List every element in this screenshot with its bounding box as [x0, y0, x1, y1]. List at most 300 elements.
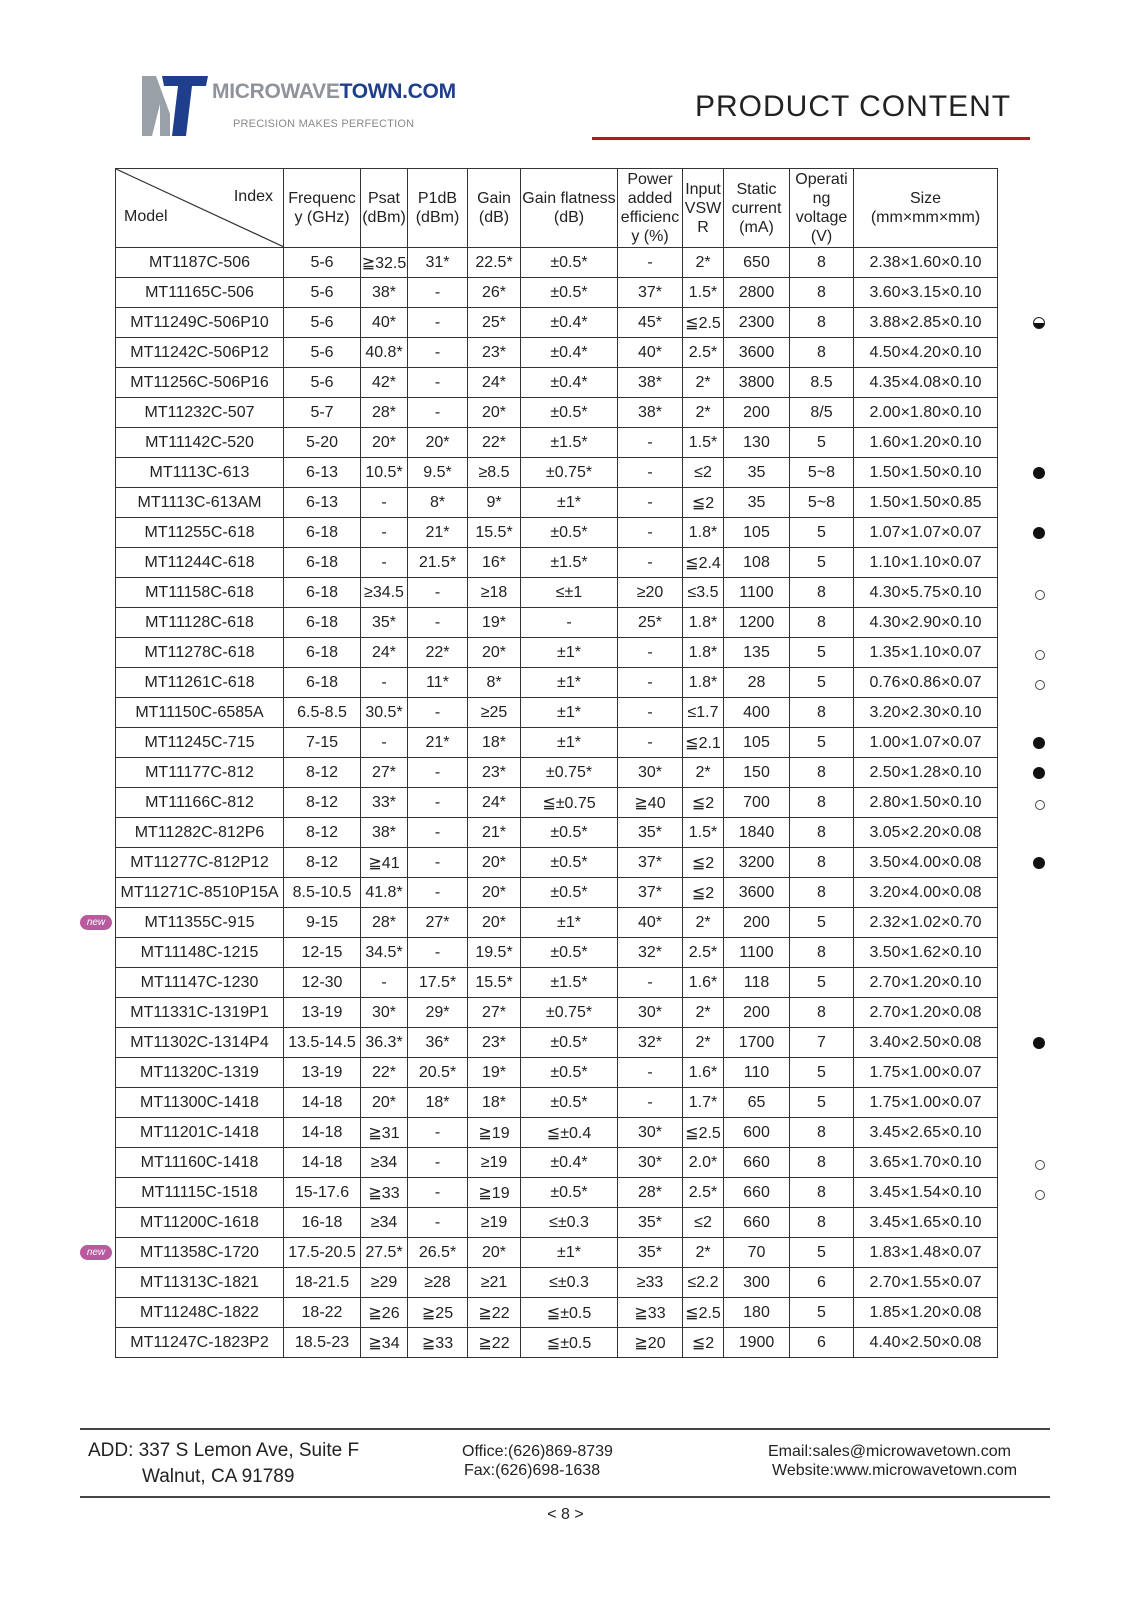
table-cell: ±0.5*: [521, 248, 618, 278]
table-cell: ≦2: [683, 488, 724, 518]
model-cell: MT11177C-812: [116, 758, 284, 788]
column-header: Psat (dBm): [361, 169, 408, 248]
email-link[interactable]: Email:sales@microwavetown.com: [768, 1443, 1011, 1460]
table-cell: 18.5-23: [284, 1328, 361, 1358]
table-cell: 5: [790, 428, 854, 458]
table-cell: 8/5: [790, 398, 854, 428]
table-cell: ≤2: [683, 458, 724, 488]
filled-dot-icon: [1033, 467, 1045, 479]
table-cell: 65: [724, 1088, 790, 1118]
table-cell: 26.5*: [408, 1238, 468, 1268]
model-cell: MT11271C-8510P15A: [116, 878, 284, 908]
model-cell: MT11158C-618: [116, 578, 284, 608]
table-cell: ±0.5*: [521, 1088, 618, 1118]
corner-header-cell: [116, 169, 284, 248]
table-row: [116, 758, 998, 788]
table-cell: 6-18: [284, 548, 361, 578]
table-cell: -: [408, 1148, 468, 1178]
model-cell: MT11200C-1618: [116, 1208, 284, 1238]
table-cell: 150: [724, 758, 790, 788]
office-phone: Office:(626)869-8739: [462, 1443, 613, 1460]
open-dot-icon: [1035, 800, 1045, 810]
table-row: [116, 368, 998, 398]
table-cell: 9.5*: [408, 458, 468, 488]
column-header: Input VSW R: [683, 169, 724, 248]
table-cell: 6-18: [284, 608, 361, 638]
table-cell: ±0.75*: [521, 458, 618, 488]
table-cell: 19*: [468, 608, 521, 638]
table-cell: 8-12: [284, 848, 361, 878]
table-row: [116, 878, 998, 908]
table-cell: 9-15: [284, 908, 361, 938]
table-cell: 130: [724, 428, 790, 458]
brand-name-part2: TOWN.COM: [339, 80, 456, 103]
model-cell: MT11115C-1518: [116, 1178, 284, 1208]
table-cell: 1.5*: [683, 428, 724, 458]
table-cell: 17.5*: [408, 968, 468, 998]
table-cell: ≧33: [408, 1328, 468, 1358]
table-cell: 200: [724, 998, 790, 1028]
table-cell: 33*: [361, 788, 408, 818]
table-cell: ≦±0.5: [521, 1298, 618, 1328]
table-cell: 38*: [361, 818, 408, 848]
table-cell: 8: [790, 938, 854, 968]
table-cell: -: [408, 878, 468, 908]
table-row: [116, 848, 998, 878]
table-cell: ≦2.4: [683, 548, 724, 578]
table-cell: 34.5*: [361, 938, 408, 968]
table-cell: 3.88×2.85×0.10: [854, 308, 998, 338]
table-cell: 6-18: [284, 578, 361, 608]
table-cell: ≧34: [361, 1328, 408, 1358]
model-cell: MT11278C-618: [116, 638, 284, 668]
footer-phone: [462, 1442, 613, 1480]
table-cell: -: [618, 428, 683, 458]
table-cell: 18*: [408, 1088, 468, 1118]
table-cell: 22*: [408, 638, 468, 668]
table-cell: 23*: [468, 1028, 521, 1058]
table-cell: ±0.5*: [521, 848, 618, 878]
table-cell: 4.50×4.20×0.10: [854, 338, 998, 368]
table-cell: ≤±0.3: [521, 1208, 618, 1238]
table-cell: -: [618, 698, 683, 728]
table-cell: 2.50×1.28×0.10: [854, 758, 998, 788]
table-cell: 35*: [618, 818, 683, 848]
column-header: Size (mm×mm×mm): [854, 169, 998, 248]
table-cell: 20*: [361, 428, 408, 458]
table-cell: 20*: [468, 398, 521, 428]
table-cell: 20*: [468, 638, 521, 668]
model-cell: MT11142C-520: [116, 428, 284, 458]
table-cell: 37*: [618, 878, 683, 908]
table-row: [116, 338, 998, 368]
table-cell: -: [618, 488, 683, 518]
table-cell: 1.75×1.00×0.07: [854, 1088, 998, 1118]
table-cell: 2*: [683, 998, 724, 1028]
model-cell: MT11248C-1822: [116, 1298, 284, 1328]
table-cell: 3.20×2.30×0.10: [854, 698, 998, 728]
model-cell: MT11148C-1215: [116, 938, 284, 968]
table-cell: -: [408, 698, 468, 728]
table-cell: 8: [790, 698, 854, 728]
table-cell: ±0.5*: [521, 818, 618, 848]
table-cell: 8: [790, 878, 854, 908]
table-cell: 200: [724, 908, 790, 938]
model-cell: MT11320C-1319: [116, 1058, 284, 1088]
mt-logo-icon: [140, 74, 210, 136]
table-cell: ≥29: [361, 1268, 408, 1298]
table-cell: 108: [724, 548, 790, 578]
filled-dot-icon: [1033, 737, 1045, 749]
table-cell: 5-7: [284, 398, 361, 428]
column-header: Frequenc y (GHz): [284, 169, 361, 248]
open-dot-icon: [1035, 650, 1045, 660]
table-cell: ±1.5*: [521, 968, 618, 998]
new-badge-icon: new: [80, 915, 112, 930]
table-row: [116, 1178, 998, 1208]
table-cell: -: [408, 308, 468, 338]
table-cell: 27*: [361, 758, 408, 788]
table-cell: 6-13: [284, 488, 361, 518]
brand-name-part1: MICROWAVE: [212, 80, 340, 103]
table-cell: ±0.4*: [521, 308, 618, 338]
table-row: [116, 638, 998, 668]
table-row: [116, 548, 998, 578]
page-title: PRODUCT CONTENT: [695, 90, 1012, 123]
table-row: [116, 608, 998, 638]
table-cell: 3.20×4.00×0.08: [854, 878, 998, 908]
table-cell: 5-6: [284, 248, 361, 278]
table-cell: ≥21: [468, 1268, 521, 1298]
table-cell: 8-12: [284, 788, 361, 818]
table-cell: 21.5*: [408, 548, 468, 578]
table-cell: 20*: [361, 1088, 408, 1118]
table-cell: ≧22: [468, 1328, 521, 1358]
table-cell: 35: [724, 458, 790, 488]
model-cell: MT11255C-618: [116, 518, 284, 548]
table-cell: 21*: [408, 518, 468, 548]
table-cell: 1.8*: [683, 638, 724, 668]
table-cell: 3600: [724, 878, 790, 908]
model-cell: MT11277C-812P12: [116, 848, 284, 878]
table-cell: 40*: [618, 338, 683, 368]
table-cell: 6-18: [284, 638, 361, 668]
model-cell: MT1113C-613AM: [116, 488, 284, 518]
brand-name: [212, 80, 456, 104]
table-cell: ≧41: [361, 848, 408, 878]
table-cell: -: [361, 548, 408, 578]
table-row: [116, 1148, 998, 1178]
table-cell: ≧26: [361, 1298, 408, 1328]
footer-address: [88, 1438, 359, 1490]
table-row: [116, 998, 998, 1028]
table-cell: -: [408, 578, 468, 608]
table-cell: -: [618, 458, 683, 488]
table-cell: ±0.5*: [521, 938, 618, 968]
table-header-row: [116, 169, 998, 248]
table-cell: 22.5*: [468, 248, 521, 278]
table-cell: 40.8*: [361, 338, 408, 368]
table-row: [116, 398, 998, 428]
table-cell: 23*: [468, 338, 521, 368]
table-cell: 35*: [618, 1238, 683, 1268]
table-cell: -: [618, 548, 683, 578]
table-cell: 8: [790, 578, 854, 608]
table-row: [116, 428, 998, 458]
table-cell: ≦2: [683, 1328, 724, 1358]
table-cell: 14-18: [284, 1148, 361, 1178]
table-cell: 25*: [468, 308, 521, 338]
table-cell: 5: [790, 638, 854, 668]
table-cell: 2.38×1.60×0.10: [854, 248, 998, 278]
table-cell: ≦±0.4: [521, 1118, 618, 1148]
page-number: < 8 >: [547, 1506, 584, 1523]
table-cell: ≤±1: [521, 578, 618, 608]
column-header: Static current (mA): [724, 169, 790, 248]
model-cell: MT11201C-1418: [116, 1118, 284, 1148]
model-cell: MT11249C-506P10: [116, 308, 284, 338]
table-cell: ±1*: [521, 1238, 618, 1268]
table-cell: 5: [790, 548, 854, 578]
table-cell: 2.80×1.50×0.10: [854, 788, 998, 818]
table-cell: 5: [790, 1088, 854, 1118]
table-cell: 1.10×1.10×0.07: [854, 548, 998, 578]
table-cell: 1.85×1.20×0.08: [854, 1298, 998, 1328]
table-cell: 15-17.6: [284, 1178, 361, 1208]
table-cell: 24*: [468, 368, 521, 398]
product-table: [115, 168, 998, 1358]
table-row: [116, 518, 998, 548]
table-cell: -: [408, 368, 468, 398]
table-cell: ≤1.7: [683, 698, 724, 728]
table-cell: ≥33: [618, 1268, 683, 1298]
table-cell: 8: [790, 1148, 854, 1178]
table-cell: 21*: [408, 728, 468, 758]
table-cell: 8: [790, 1118, 854, 1148]
table-cell: 4.40×2.50×0.08: [854, 1328, 998, 1358]
table-cell: 5: [790, 1238, 854, 1268]
table-cell: -: [408, 788, 468, 818]
table-cell: 1.07×1.07×0.07: [854, 518, 998, 548]
table-cell: 18*: [468, 1088, 521, 1118]
table-cell: 31*: [408, 248, 468, 278]
table-cell: -: [361, 968, 408, 998]
table-cell: 3.65×1.70×0.10: [854, 1148, 998, 1178]
table-cell: -: [618, 1058, 683, 1088]
table-cell: 8: [790, 338, 854, 368]
table-cell: 0.76×0.86×0.07: [854, 668, 998, 698]
table-cell: 14-18: [284, 1118, 361, 1148]
table-cell: 8.5-10.5: [284, 878, 361, 908]
table-cell: -: [618, 728, 683, 758]
table-cell: 5: [790, 518, 854, 548]
table-row: [116, 248, 998, 278]
table-cell: 1.5*: [683, 278, 724, 308]
model-cell: MT1113C-613: [116, 458, 284, 488]
company-logo: [140, 74, 456, 136]
table-cell: 18-21.5: [284, 1268, 361, 1298]
table-cell: 5: [790, 968, 854, 998]
table-cell: 5~8: [790, 458, 854, 488]
table-cell: -: [408, 608, 468, 638]
table-row: [116, 1028, 998, 1058]
table-cell: ±0.75*: [521, 998, 618, 1028]
website-link[interactable]: Website:www.microwavetown.com: [772, 1462, 1018, 1479]
table-cell: 35*: [361, 608, 408, 638]
table-cell: 1.50×1.50×0.85: [854, 488, 998, 518]
table-row: [116, 908, 998, 938]
model-cell: MT11256C-506P16: [116, 368, 284, 398]
table-cell: 32*: [618, 938, 683, 968]
filled-dot-icon: [1033, 1037, 1045, 1049]
table-cell: -: [408, 938, 468, 968]
table-cell: 20*: [468, 1238, 521, 1268]
table-cell: 30*: [618, 1118, 683, 1148]
open-dot-icon: [1035, 1190, 1045, 1200]
table-cell: 42*: [361, 368, 408, 398]
table-cell: 1.75×1.00×0.07: [854, 1058, 998, 1088]
brand-tagline: PRECISION MAKES PERFECTION: [233, 118, 415, 130]
table-cell: -: [408, 1208, 468, 1238]
table-cell: 8: [790, 848, 854, 878]
table-cell: 13.5-14.5: [284, 1028, 361, 1058]
table-row: [116, 1268, 998, 1298]
table-cell: 22*: [468, 428, 521, 458]
table-cell: -: [361, 488, 408, 518]
table-cell: 28*: [618, 1178, 683, 1208]
table-cell: 1.7*: [683, 1088, 724, 1118]
table-cell: 2.00×1.80×0.10: [854, 398, 998, 428]
table-cell: ≤2: [683, 1208, 724, 1238]
table-cell: 2*: [683, 908, 724, 938]
model-cell: MT11244C-618: [116, 548, 284, 578]
table-cell: 118: [724, 968, 790, 998]
model-cell: MT11160C-1418: [116, 1148, 284, 1178]
open-dot-icon: [1035, 590, 1045, 600]
table-cell: 70: [724, 1238, 790, 1268]
table-cell: 24*: [361, 638, 408, 668]
model-cell: MT11245C-715: [116, 728, 284, 758]
table-cell: -: [618, 968, 683, 998]
table-cell: ±1*: [521, 668, 618, 698]
table-cell: 30.5*: [361, 698, 408, 728]
table-cell: ≧25: [408, 1298, 468, 1328]
table-cell: 1200: [724, 608, 790, 638]
table-row: [116, 668, 998, 698]
table-row: [116, 458, 998, 488]
table-cell: 5-20: [284, 428, 361, 458]
table-cell: 37*: [618, 848, 683, 878]
model-cell: MT11166C-812: [116, 788, 284, 818]
table-cell: 1.5*: [683, 818, 724, 848]
table-cell: ±0.4*: [521, 1148, 618, 1178]
table-cell: 37*: [618, 278, 683, 308]
table-row: [116, 1208, 998, 1238]
table-cell: ±0.5*: [521, 518, 618, 548]
table-cell: -: [521, 608, 618, 638]
fax-number: Fax:(626)698-1638: [464, 1462, 601, 1479]
table-cell: ≧33: [361, 1178, 408, 1208]
model-cell: MT11150C-6585A: [116, 698, 284, 728]
filled-dot-icon: [1033, 767, 1045, 779]
open-dot-icon: [1035, 680, 1045, 690]
table-cell: 16*: [468, 548, 521, 578]
table-row: [116, 1058, 998, 1088]
table-cell: 18*: [468, 728, 521, 758]
table-cell: ≥28: [408, 1268, 468, 1298]
table-cell: 1.35×1.10×0.07: [854, 638, 998, 668]
table-cell: 8*: [468, 668, 521, 698]
table-cell: 24*: [468, 788, 521, 818]
table-cell: 8: [790, 998, 854, 1028]
table-cell: 5-6: [284, 278, 361, 308]
model-cell: MT11247C-1823P2: [116, 1328, 284, 1358]
table-cell: 4.30×5.75×0.10: [854, 578, 998, 608]
table-cell: ≥18: [468, 578, 521, 608]
model-cell: MT11242C-506P12: [116, 338, 284, 368]
table-cell: 32*: [618, 1028, 683, 1058]
table-cell: ≦2: [683, 878, 724, 908]
column-header: Gain flatness (dB): [521, 169, 618, 248]
table-cell: -: [408, 1178, 468, 1208]
table-row: [116, 488, 998, 518]
table-cell: ≤±0.3: [521, 1268, 618, 1298]
table-cell: 1.8*: [683, 608, 724, 638]
table-row: [116, 1298, 998, 1328]
half-dot-icon: [1033, 317, 1045, 329]
table-cell: 8: [790, 308, 854, 338]
table-cell: 2*: [683, 398, 724, 428]
table-cell: 8.5: [790, 368, 854, 398]
table-cell: 15.5*: [468, 518, 521, 548]
table-cell: ≦2.5: [683, 1298, 724, 1328]
table-cell: 27.5*: [361, 1238, 408, 1268]
table-cell: 13-19: [284, 998, 361, 1028]
table-cell: ≧20: [618, 1328, 683, 1358]
address-line1: ADD: 337 S Lemon Ave, Suite F: [88, 1440, 360, 1461]
table-cell: 1100: [724, 938, 790, 968]
table-cell: 26*: [468, 278, 521, 308]
table-cell: ≥34: [361, 1148, 408, 1178]
table-cell: 5: [790, 908, 854, 938]
table-cell: 2300: [724, 308, 790, 338]
table-cell: 3.45×1.54×0.10: [854, 1178, 998, 1208]
table-cell: ≧19: [468, 1118, 521, 1148]
table-cell: ≧31: [361, 1118, 408, 1148]
table-cell: 8*: [408, 488, 468, 518]
table-cell: 11*: [408, 668, 468, 698]
table-row: [116, 1118, 998, 1148]
table-cell: 41.8*: [361, 878, 408, 908]
table-cell: ±0.4*: [521, 338, 618, 368]
model-cell: MT1187C-506: [116, 248, 284, 278]
corner-index-label: Index: [233, 188, 273, 205]
table-cell: ±0.5*: [521, 1178, 618, 1208]
table-cell: 2.5*: [683, 338, 724, 368]
table-cell: 5: [790, 1298, 854, 1328]
table-cell: -: [408, 398, 468, 428]
table-cell: 8-12: [284, 818, 361, 848]
table-cell: -: [408, 848, 468, 878]
filled-dot-icon: [1033, 527, 1045, 539]
table-row: [116, 578, 998, 608]
table-cell: 2.70×1.55×0.07: [854, 1268, 998, 1298]
table-cell: 2*: [683, 1238, 724, 1268]
table-cell: ≤2.2: [683, 1268, 724, 1298]
table-cell: 20*: [468, 848, 521, 878]
table-cell: 20*: [468, 908, 521, 938]
table-cell: 105: [724, 728, 790, 758]
